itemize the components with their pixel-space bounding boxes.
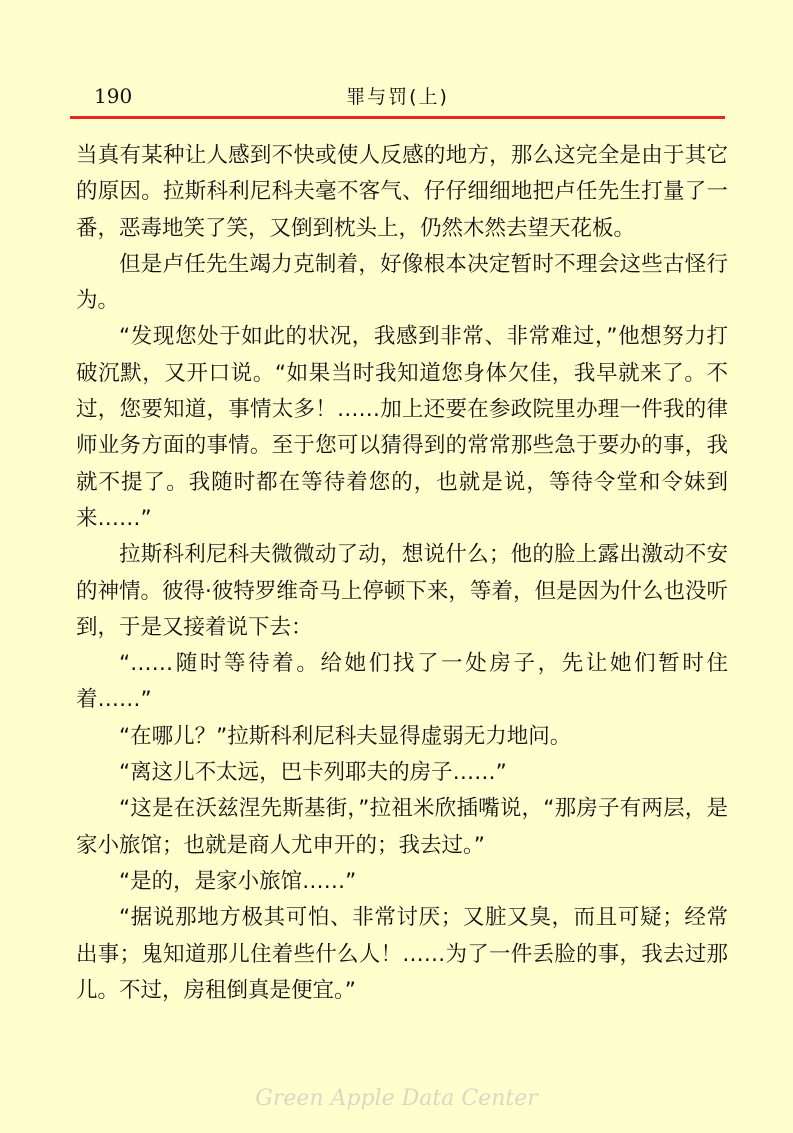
- watermark: Green Apple Data Center: [255, 1086, 538, 1111]
- page-header: [70, 80, 725, 116]
- paragraph: 当真有某种让人感到不快或使人反感的地方，那么这完全是由于其它的原因。拉斯科利尼科夫毫不客气、仔仔细细地把卢任先生打量了一番，恶毒地笑了笑，又倒到枕头上，仍然木然去望天花板。: [76, 143, 728, 241]
- paragraph: 但是卢任先生竭力克制着，好像根本决定暂时不理会这些古怪行为。: [76, 251, 728, 314]
- paragraph: “据说那地方极其可怕、非常讨厌；又脏又臭，而且可疑；经常出事；鬼知道那儿住着些什么人！……为了一件丢脸的事，我去过那儿。不过，房租倒真是便宜。”: [76, 905, 728, 1003]
- body-text: [76, 138, 728, 1009]
- running-title: 罪与罚(上): [346, 86, 449, 108]
- paragraph: “是的，是家小旅馆……”: [119, 868, 357, 894]
- header-rule: [70, 116, 725, 119]
- paragraph: “在哪儿？”拉斯科利尼科夫显得虚弱无力地问。: [119, 723, 572, 749]
- paragraph: “离这儿不太远，巴卡列耶夫的房子……”: [119, 760, 507, 786]
- paragraph: “……随时等待着。给她们找了一处房子，先让她们暂时住着……”: [76, 651, 728, 713]
- paragraph: “发现您处于如此的状况，我感到非常、非常难过，”他想努力打破沉默，又开口说。“如果当时我知道您身体欠佳，我早就来了。不过，您要知道，事情太多！……加上还要在参政院里办理一件我的律师业务方面的事情。至于您可以猜得到的常常那些急于要办的事，我就不提了。我随时都在等待着您的，也就是说，等待令堂和令妹到来……”: [76, 324, 728, 531]
- page-number: 190: [94, 84, 133, 108]
- paragraph: 拉斯科利尼科夫微微动了动，想说什么；他的脸上露出激动不安的神情。彼得·彼特罗维奇马上停顿下来，等着，但是因为什么也没听到，于是又接着说下去：: [76, 542, 728, 640]
- paragraph: “这是在沃兹涅先斯基街，”拉祖米欣插嘴说，“那房子有两层，是家小旅馆；也就是商人尤申开的；我去过。”: [76, 796, 728, 858]
